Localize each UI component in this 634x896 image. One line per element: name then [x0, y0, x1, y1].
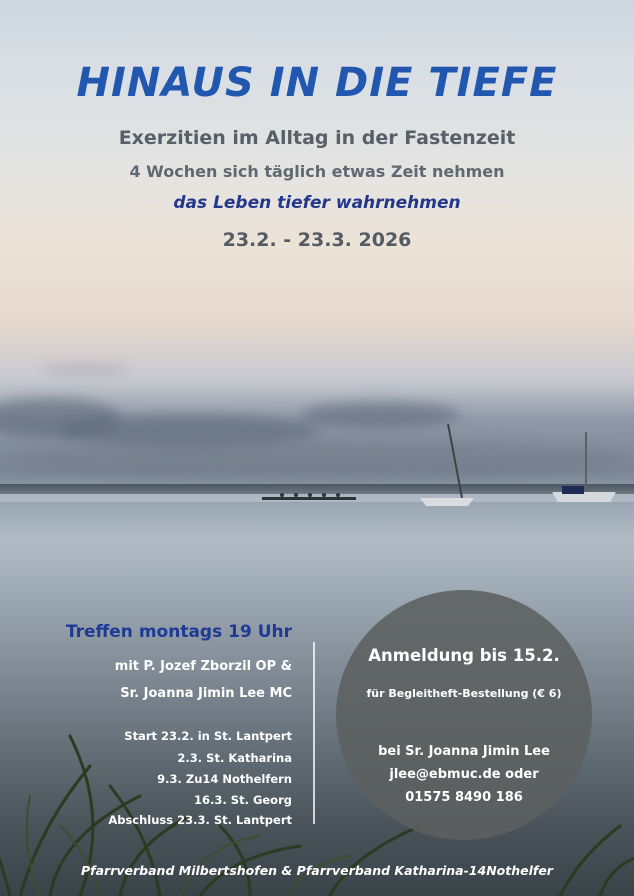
rowing-boat-icon [262, 492, 358, 504]
meeting-leader: Sr. Joanna Jimin Lee MC [120, 686, 292, 701]
poster-title: HINAUS IN DIE TIEFE [76, 60, 558, 106]
column-divider [313, 642, 315, 824]
schedule-item: Start 23.2. in St. Lantpert [124, 729, 292, 743]
meeting-leader: mit P. Jozef Zborzil OP & [114, 659, 292, 674]
registration-contact: bei Sr. Joanna Jimin Lee [378, 744, 550, 759]
registration-email[interactable]: jlee@ebmuc.de oder [389, 767, 539, 782]
poster-tagline: 4 Wochen sich täglich etwas Zeit nehmen [129, 162, 505, 181]
registration-heading: Anmeldung bis 15.2. [368, 646, 560, 665]
cloud-wisp [40, 366, 130, 374]
sailboat-icon [548, 430, 620, 510]
sailboat-icon [410, 420, 480, 510]
poster-subtitle: Exerzitien im Alltag in der Fastenzeit [118, 127, 516, 149]
schedule-item: 2.3. St. Katharina [177, 751, 292, 765]
schedule-item: 16.3. St. Georg [194, 793, 292, 807]
cloud-band [0, 440, 634, 480]
poster-dates: 23.2. - 23.3. 2026 [222, 229, 412, 251]
poster-footer: Pfarrverband Milbertshofen & Pfarrverband Katharina-14Nothelfer [81, 863, 553, 878]
meeting-heading: Treffen montags 19 Uhr [65, 622, 292, 642]
registration-note: für Begleitheft-Bestellung (€ 6) [366, 687, 562, 700]
registration-phone[interactable]: 01575 8490 186 [405, 790, 523, 805]
schedule-item: Abschluss 23.3. St. Lantpert [108, 813, 292, 827]
poster-motto: das Leben tiefer wahrnehmen [173, 193, 461, 213]
schedule-item: 9.3. Zu14 Nothelfern [157, 772, 292, 786]
